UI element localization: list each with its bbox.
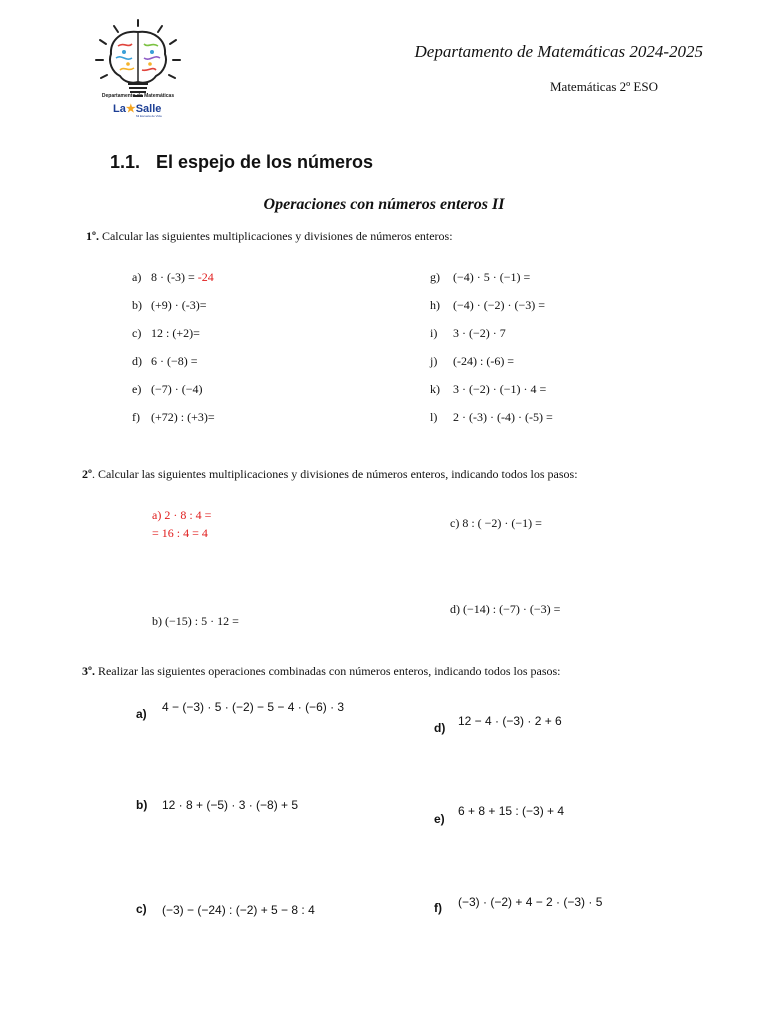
- lasalle-la: La: [113, 103, 126, 115]
- ex3-expr-c: (−3) − (−24) : (−2) + 5 − 8 : 4: [162, 903, 315, 917]
- ex1-item-j: j) (-24) : (-6) =: [430, 354, 515, 368]
- ex1-item-l: l) 2 · (-3) · (-4) · (-5) =: [430, 410, 553, 424]
- ex1-item-e: e) (−7) · (−4): [132, 382, 203, 396]
- ex1-item-k: k) 3 · (−2) · (−1) · 4 =: [430, 382, 547, 396]
- header-subtitle: Matemáticas 2º ESO: [549, 79, 658, 94]
- lasalle-salle: Salle: [135, 103, 162, 115]
- logo-department-text: Departamento de Matemáticas: [101, 93, 175, 99]
- ex1-text: Calcular las siguientes multiplicaciones y divisiones de números enteros:: [98, 229, 453, 243]
- ex1-item-g: g) (−4) · 5 · (−1) =: [430, 270, 531, 284]
- ex1-item-h: h) (−4) · (−2) · (−3) =: [430, 298, 546, 312]
- ex3-expr-d: 12 − 4 · (−3) · 2 + 6: [458, 714, 562, 728]
- ex3-expr-a: 4 − (−3) · 5 · (−2) − 5 − 4 · (−6) · 3: [162, 700, 345, 714]
- section-number: 1.1.: [110, 152, 141, 172]
- ex1-number: 1º.: [86, 229, 99, 243]
- ex2-number: 2º: [82, 467, 92, 481]
- ex3-expr-b: 12 · 8 + (−5) · 3 · (−8) + 5: [162, 798, 299, 812]
- ex1-answer-a: -24: [197, 270, 214, 284]
- ex3-expr-f: (−3) · (−2) + 4 − 2 · (−3) · 5: [458, 895, 603, 909]
- ex2-instruction: [82, 467, 578, 482]
- ex1-item-c: c) 12 : (+2)=: [132, 326, 200, 340]
- worksheet-title: Operaciones con números enteros II: [263, 196, 505, 213]
- ex1-item-a: a) 8 · (-3) = -24: [132, 270, 214, 284]
- ex3-letter-b: b): [136, 798, 148, 812]
- ex1-item-i: i) 3 · (−2) · 7: [430, 326, 506, 340]
- ex1-instruction: [86, 229, 453, 244]
- ex3-number: 3º.: [82, 664, 95, 678]
- lasalle-subtitle: Mi Escuela de Vida: [136, 114, 162, 118]
- ex3-letter-a: a): [136, 707, 147, 721]
- ex3-letter-c: c): [136, 902, 147, 916]
- ex2-item-d: d) (−14) : (−7) · (−3) =: [450, 602, 561, 616]
- ex3-text: Realizar las siguientes operaciones combinadas con números enteros, indicando todos los pasos:: [94, 664, 561, 678]
- ex1-item-f: f) (+72) : (+3)=: [132, 410, 215, 424]
- ex2-item-c: c) 8 : ( −2) · (−1) =: [450, 516, 542, 530]
- header-title: Departamento de Matemáticas 2024-2025: [414, 42, 703, 61]
- ex1-item-b: b) (+9) · (-3)=: [132, 298, 207, 312]
- ex3-expr-e: 6 + 8 + 15 : (−3) + 4: [458, 804, 565, 818]
- section-title: El espejo de los números: [156, 152, 374, 172]
- ex3-letter-d: d): [434, 721, 446, 735]
- ex2-item-a-line1: a) 2 · 8 : 4 =: [152, 508, 212, 522]
- ex2-item-a-line2: = 16 : 4 = 4: [152, 526, 208, 540]
- ex2-item-b: b) (−15) : 5 · 12 =: [152, 614, 239, 628]
- section-heading: [110, 152, 373, 173]
- ex2-text: . Calcular las siguientes multiplicaciones y divisiones de números enteros, indicando todos los pasos:: [91, 467, 578, 481]
- ex3-letter-f: f): [434, 901, 442, 915]
- ex3-instruction: [82, 664, 561, 679]
- ex3-letter-e: e): [434, 812, 445, 826]
- star-icon: ★: [125, 103, 136, 115]
- ex1-item-d: d) 6 · (−8) =: [132, 354, 198, 368]
